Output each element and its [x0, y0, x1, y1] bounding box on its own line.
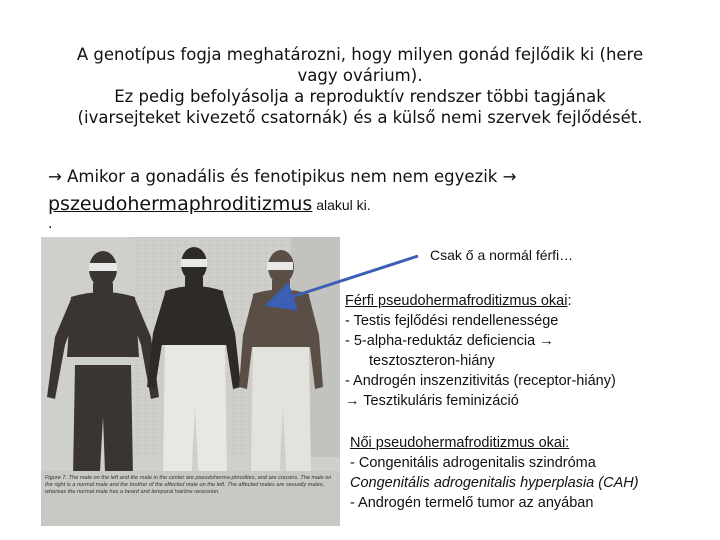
stray-dot: . [48, 216, 53, 232]
female-causes-list [350, 433, 639, 513]
intro-line-2: vagy ovárium). [297, 66, 423, 85]
right-arrow-icon: → [48, 167, 62, 186]
female-causes-heading: Női pseudohermafroditizmus okai: [350, 435, 570, 451]
intro-line-4: (ivarsejteket kivezető csatornák) és a külső nemi szervek fejlődését. [77, 108, 643, 127]
male-cause-result [345, 391, 616, 411]
pseudohermaphroditism-suffix: alakul ki. [312, 197, 371, 213]
photo-caption: Figure 7. The male on the left and the male in the center are pseudoherma-phrodites, and are cousins. The male on the right is a normal male and the brother of the affected male on the left. The affected males are sexually males, whereas the normal male has a beard and temporal hairline recession. [45, 475, 332, 495]
male-cause-item-continuation: tesztoszteron-hiány [369, 353, 495, 369]
heading-colon: : [567, 293, 572, 309]
male-cause-item: - Androgén inszenzitivitás (receptor-hiány) [345, 373, 616, 389]
male-cause-text: - 5-alpha-reduktáz deficiencia [345, 333, 536, 349]
male-cause-item [345, 331, 616, 351]
intro-line-3: Ez pedig befolyásolja a reproduktív rendszer többi tagjának [114, 87, 606, 106]
female-cause-item: Congenitális adrogenitalis hyperplasia (CAH) [350, 475, 639, 491]
only-normal-label: Csak ő a normál férfi… [430, 247, 574, 263]
female-cause-item: - Androgén termelő tumor az anyában [350, 495, 594, 511]
right-arrow-icon: → [345, 393, 360, 409]
male-cause-item: - Testis fejlődési rendellenessége [345, 313, 559, 329]
right-arrow-icon: → [539, 333, 554, 349]
right-arrow-icon: → [502, 167, 517, 186]
mismatch-text: Amikor a gonadális és fenotipikus nem nem egyezik [67, 167, 498, 186]
male-result-text: Tesztikuláris feminizáció [363, 393, 519, 409]
male-causes-heading: Férfi pseudohermafroditizmus okai [345, 293, 568, 309]
female-cause-item: - Congenitális adrogenitalis szindróma [350, 455, 596, 471]
intro-line-1: A genotípus fogja meghatározni, hogy milyen gonád fejlődik ki (here [76, 45, 644, 64]
male-causes-list [345, 291, 616, 411]
pseudohermaphroditism-term: pszeudohermaphroditizmus [48, 193, 313, 215]
